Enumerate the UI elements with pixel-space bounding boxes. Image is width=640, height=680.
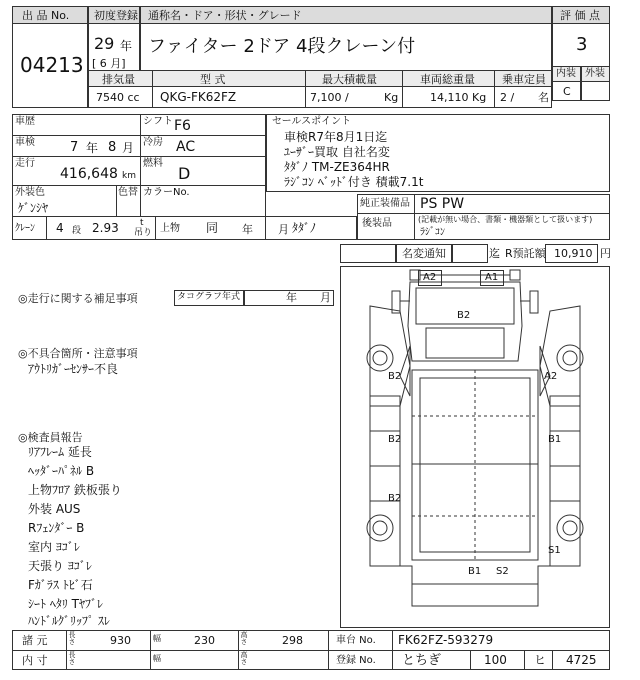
r-price: 10,910 (554, 247, 593, 260)
inspector-line: Rﾌｪﾝﾀﾞｰ B (28, 521, 85, 535)
equipment-value: PS PW (420, 196, 465, 212)
plate-number: 4725 (566, 653, 597, 667)
damage-mark: B2 (388, 434, 402, 445)
length-label-2: 長さ (68, 651, 76, 665)
damage-mark: S2 (496, 566, 509, 577)
crane-ton-unit-bottom: 吊り (134, 228, 153, 238)
crane-ton-unit-top: t (140, 218, 144, 228)
footer-col-line (524, 650, 525, 670)
damage-mark: A2 (423, 272, 437, 283)
plate-class: 100 (484, 653, 507, 667)
specs-label-row (88, 70, 552, 87)
plate-label: 登録 No. (336, 655, 376, 666)
mileage: 416,648 (60, 166, 118, 182)
equipment-label: 純正装備品 (360, 198, 410, 209)
plate-region: とちぎ (402, 653, 442, 668)
inspector-line: ﾍｯﾀﾞｰﾊﾟﾈﾙ B (28, 464, 95, 478)
score-label: 評 価 点 (560, 9, 600, 22)
model: QKG-FK62FZ (160, 90, 237, 104)
lot-no-label: 出 品 No. (22, 9, 70, 22)
aftermarket-value: ﾗｼﾞｺﾝ (420, 227, 445, 238)
height-label-2: 高さ (240, 651, 248, 665)
mileage-unit: km (122, 171, 136, 181)
length-label: 長さ (68, 631, 76, 645)
color-no-label-2: カラーNo. (143, 187, 190, 198)
width-label: 幅 (153, 634, 161, 643)
driving-notes-label: ◎走行に関する補足事項 (18, 292, 138, 305)
tacho-year-unit: 年 (286, 291, 297, 304)
damage-mark: B2 (457, 310, 471, 321)
chassis-label: 車台 No. (336, 635, 376, 646)
details-row-line (12, 156, 266, 157)
body-maker: ﾀﾀﾞﾉ (292, 221, 317, 235)
height: 298 (282, 634, 303, 647)
details-col-line (140, 185, 141, 216)
r-price-label: R预託額 (505, 247, 546, 260)
aircon-label: 冷房 (143, 137, 163, 148)
r-price-yen: 円 (600, 247, 611, 260)
body-year-unit: 年 (242, 223, 253, 236)
ext-color-label: 外装色 (15, 187, 45, 198)
gvw: 14,110 Kg (430, 91, 487, 104)
sales-point-line: ﾀﾀﾞﾉ TM-ZE364HR (284, 160, 390, 174)
inspection-label: 車検 (15, 137, 35, 148)
shift-label: シフト (143, 116, 173, 127)
footer-col-line (66, 630, 67, 670)
footer-row-line (12, 650, 610, 651)
damage-mark: S1 (548, 545, 561, 556)
name-label: 通称名・ドア・形状・グレード (148, 9, 302, 22)
details-col-line (140, 114, 141, 185)
capacity: 2 / (500, 91, 515, 104)
exterior-grade-cell (581, 81, 610, 101)
sales-point-line: 車検R7年8月1日迄 (284, 130, 388, 144)
reg-year: 29 (94, 34, 115, 53)
equipment-col-line (414, 194, 415, 240)
fuel-label: 燃料 (143, 158, 163, 169)
specs-footer-label: 諸 元 (22, 634, 48, 647)
defect-notes-label: ◎不具合箇所・注意事項 (18, 347, 138, 360)
crane-label: ｸﾚｰﾝ (15, 223, 35, 234)
damage-mark: A2 (544, 371, 558, 382)
details-row-line (12, 135, 266, 136)
details-block (12, 114, 266, 240)
fuel: D (178, 164, 191, 183)
inspection-year-unit: 年 (86, 141, 99, 155)
defect-line: ｱｳﾄﾘｶﾞｰｾﾝｻｰ不良 (28, 362, 119, 376)
max-load: 7,100 / (310, 91, 349, 104)
inspector-notes-label: ◎検査員報告 (18, 431, 83, 444)
score: 3 (576, 34, 588, 55)
reg-month: [ 6 月] (92, 57, 126, 70)
body-month-unit: 月 (278, 223, 289, 236)
interior-label: 内装 (556, 68, 576, 79)
inspection-month: 8 (108, 140, 117, 155)
body-same: 同 (206, 221, 219, 235)
history-label: 車歴 (15, 116, 35, 127)
inspector-line: ﾘｱﾌﾚｰﾑ 延長 (28, 445, 92, 459)
footer-col-line (552, 650, 553, 670)
footer-col-line (470, 650, 471, 670)
capacity-unit: 名 (538, 91, 549, 104)
height-label: 高さ (240, 631, 248, 645)
chassis: FK62FZ-593279 (398, 633, 494, 647)
shift: F6 (174, 118, 191, 134)
max-load-label: 最大積載量 (322, 73, 377, 86)
sales-points-label: セールスポイント (272, 116, 352, 127)
tacho-label: タコグラフ年式 (177, 292, 241, 302)
inspector-line: 室内 ﾖｺﾞﾚ (28, 540, 80, 554)
ext-color: ｹﾞﾝｼﾔ (18, 201, 49, 215)
name-change-until: 迄 (489, 247, 500, 260)
aftermarket-note: (記載が無い場合、書類・機器類として扱います) (418, 215, 593, 224)
footer-col-line (150, 630, 151, 670)
width-label-2: 幅 (153, 654, 161, 663)
inspector-line: 上物ﾌﾛｱ 鉄板張り (28, 483, 122, 497)
sales-point-line: ﾕｰｻﾞｰ買取 自社名変 (284, 145, 390, 159)
details-col-line (155, 216, 156, 240)
length: 930 (110, 634, 131, 647)
name-change-label: 名変通知 (402, 247, 446, 260)
footer-col-line (238, 630, 239, 670)
inspection-year: 7 (70, 140, 79, 155)
name-change-blank (340, 244, 396, 263)
aftermarket-label: 後装品 (362, 218, 392, 229)
plate-kana: ヒ (534, 653, 547, 667)
car-name: ファイター 2ドア 4段クレーン付 (148, 36, 416, 57)
inspector-line: ﾊﾝﾄﾞﾙｸﾞﾘｯﾌﾟ ｽﾚ (28, 614, 110, 628)
damage-mark: B1 (468, 566, 482, 577)
interior-grade: C (563, 85, 571, 98)
color-no-label: 色替 (118, 187, 138, 198)
details-col-line (116, 185, 117, 216)
damage-mark: B1 (548, 434, 562, 445)
details-row-line (12, 216, 266, 217)
aircon: AC (176, 139, 196, 155)
model-label: 型 式 (200, 73, 226, 86)
reg-year-unit: 年 (120, 39, 133, 53)
equipment-row-line (357, 213, 610, 214)
inspector-line: ｼｰﾄ ﾍﾀﾘ Tﾔﾌﾞﾚ (28, 597, 103, 611)
damage-mark: B2 (388, 371, 402, 382)
crane-ton: 2.93 (92, 221, 119, 235)
details-row-line (12, 185, 266, 186)
width: 230 (194, 634, 215, 647)
interior-footer-label: 内 寸 (22, 654, 48, 667)
capacity-label: 乗車定員 (502, 73, 546, 86)
crane-stage: 4 (56, 221, 64, 235)
damage-mark: A1 (485, 272, 499, 283)
lot-no: 04213 (20, 53, 84, 77)
max-load-unit: Kg (384, 91, 399, 104)
crane-stage-unit: 段 (72, 226, 82, 236)
name-change-value-cell (452, 244, 488, 263)
exterior-label: 外装 (585, 68, 605, 79)
inspector-line: 天張り ﾖｺﾞﾚ (28, 559, 92, 573)
gvw-label: 車両総重量 (420, 73, 475, 86)
inspector-line: 外装 AUS (28, 502, 81, 516)
details-col-line (46, 216, 47, 240)
damage-mark: B2 (388, 493, 402, 504)
displacement-label: 排気量 (102, 73, 135, 86)
footer-col-line (392, 630, 393, 670)
inspection-month-unit: 月 (122, 141, 135, 155)
mileage-label: 走行 (15, 158, 35, 169)
displacement: 7540 cc (96, 91, 140, 104)
reg-label: 初度登録 (94, 9, 138, 22)
sales-point-line: ﾗｼﾞｺﾝ ﾍﾞｯﾄﾞ付き 積載7.1t (284, 175, 424, 189)
tacho-month-unit: 月 (320, 291, 331, 304)
footer-col-line (328, 630, 329, 670)
inspector-line: Fｶﾞﾗｽ ﾄﾋﾞ石 (28, 578, 93, 592)
body-label: 上物 (160, 223, 180, 234)
